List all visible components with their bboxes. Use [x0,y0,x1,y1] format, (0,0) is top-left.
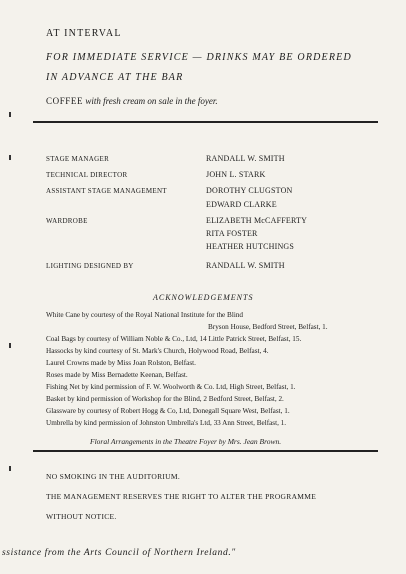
crew-role: LIGHTING DESIGNED BY [46,262,134,270]
crew-role: STAGE MANAGER [46,155,110,163]
crew-name: HEATHER HUTCHINGS [206,242,295,251]
divider-bottom [33,450,378,452]
ack-line: Bryson House, Bedford Street, Belfast, 1. [208,323,328,331]
coffee-word: COFFEE [46,96,84,106]
ack-line: Laurel Crowns made by Miss Joan Rolston, Belfast. [46,359,196,367]
margin-mark [9,343,11,348]
ack-line: Hassocks by kind courtesy of St. Mark's Church, Holywood Road, Belfast, 4. [46,347,269,355]
ack-line: White Cane by courtesy of the Royal National Institute for the Blind [46,311,244,319]
crew-role: ASSISTANT STAGE MANAGEMENT [46,187,167,195]
ack-line: Fishing Net by kind permission of F. W. Woolworth & Co. Ltd, High Street, Belfast, 1. [46,383,296,391]
crew-role: WARDROBE [46,217,88,225]
crew-name: DOROTHY CLUGSTON [206,186,293,195]
acknowledgements-heading: ACKNOWLEDGEMENTS [153,293,254,302]
no-smoking-notice: NO SMOKING IN THE AUDITORIUM. [46,472,181,481]
interval-line-2: IN ADVANCE AT THE BAR [46,72,184,83]
crew-name: JOHN L. STARK [206,170,266,179]
margin-mark [9,155,11,160]
ack-line: Roses made by Miss Bernadette Keenan, Belfast. [46,371,188,379]
crew-role: TECHNICAL DIRECTOR [46,171,128,179]
coffee-rest: with fresh cream on sale in the foyer. [85,96,218,106]
floral-credit: Floral Arrangements in the Theatre Foyer by Mrs. Jean Brown. [90,437,282,446]
interval-heading: AT INTERVAL [46,28,122,39]
ack-line: Basket by kind permission of Workshop for the Blind, 2 Bedford Street, Belfast, 2. [46,395,284,403]
divider-top [33,121,378,123]
ack-line: Glassware by courtesy of Robert Hogg & Co, Ltd, Donegall Square West, Belfast, 1. [46,407,290,415]
crew-name: RITA FOSTER [206,229,258,238]
crew-name: RANDALL W. SMITH [206,154,285,163]
management-notice: THE MANAGEMENT RESERVES THE RIGHT TO ALTER THE PROGRAMME [46,492,317,501]
arts-council-credit: ssistance from the Arts Council of Northern Ireland." [2,548,236,558]
coffee-line [46,96,218,106]
crew-name: RANDALL W. SMITH [206,261,285,270]
margin-mark [9,112,11,117]
interval-line-1: FOR IMMEDIATE SERVICE — DRINKS MAY BE ORDERED [46,52,352,63]
ack-line: Coal Bags by courtesy of William Noble & Co., Ltd, 14 Little Patrick Street, Belfast, 15. [46,335,302,343]
management-notice-continued: WITHOUT NOTICE. [46,512,117,521]
crew-name: EDWARD CLARKE [206,200,277,209]
ack-line: Umbrella by kind permission of Johnston Umbrella's Ltd, 33 Ann Street, Belfast, 1. [46,419,287,427]
crew-name: ELIZABETH McCAFFERTY [206,216,308,225]
margin-mark [9,466,11,471]
